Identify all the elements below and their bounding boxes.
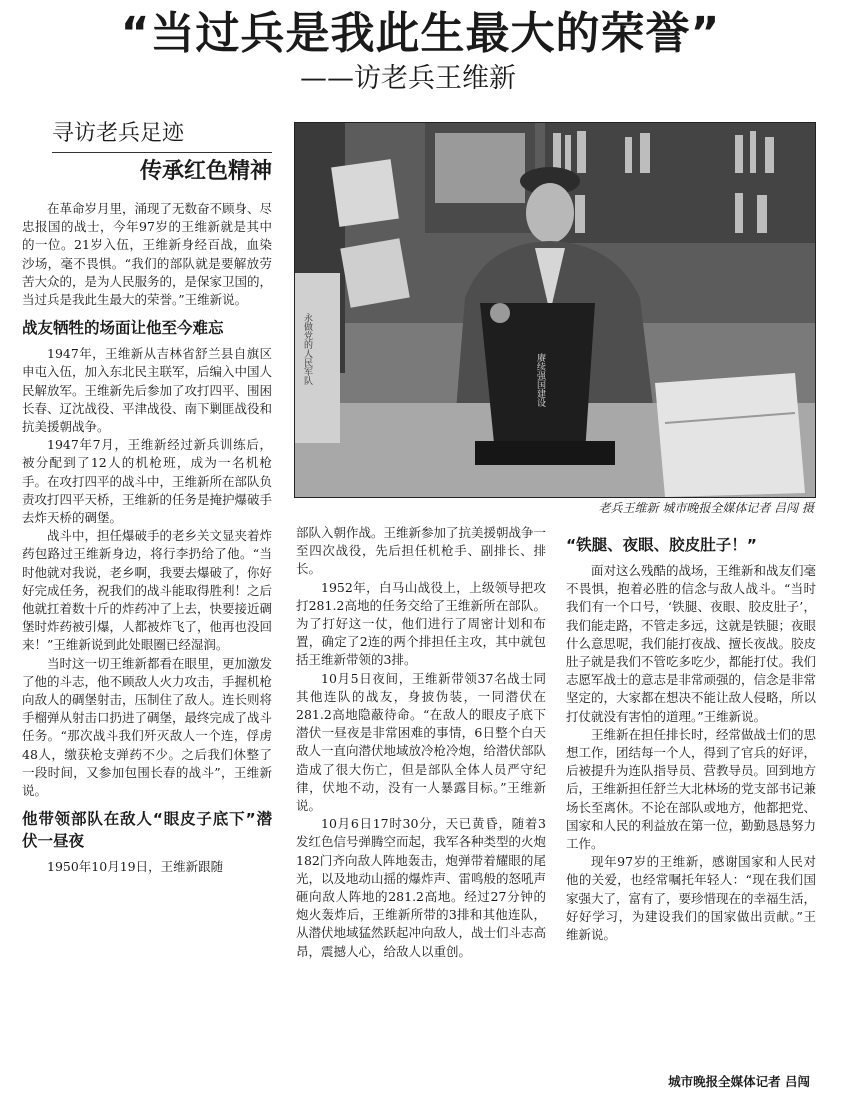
section-heading: 战友牺牲的场面让他至今难忘 (22, 319, 224, 338)
author-byline: 城市晚报全媒体记者 吕闯 (668, 1074, 810, 1089)
article-column-2 (296, 524, 546, 961)
paragraph: 王维新在担任排长时，经常做战士们的思想工作，团结每一个人，得到了官兵的好评，后被提升为连队指导员、营教导员。回到地方后，王维新担任舒兰大北林场的党支部书记兼场长至离休。不论在部队或地方，他都把党、国家和人民的利益放在第一位，勤勤恳恳努力工作。 (566, 726, 817, 852)
plaque-inscription: 永做党的人民军队 (302, 313, 312, 385)
paragraph: 1947年7月，王维新经过新兵训练后，被分配到了12人的机枪班，成为一名机枪手。在攻打四平的战斗中，王维新所在部队负责攻打四平天桥，王维新的任务是掩护爆破手去炸天桥的碉堡。 (22, 437, 273, 526)
section-heading: 他带领部队在敌人“眼皮子底下”潜伏一昼夜 (22, 810, 272, 851)
paragraph: 在革命岁月里，涌现了无数奋不顾身、尽忠报国的战士，今年97岁的王维新就是其中的一位。21岁入伍，王维新身经百战，血染沙场，毫不畏惧。“我们的部队就是要解放劳苦大众的，是为人民服务的，是保家卫国的，当过兵是我此生最大的荣誉。”王维新说。 (22, 201, 273, 308)
trophy-inscription: 赓续强国建设 (535, 353, 545, 407)
paragraph: 现年97岁的王维新，感谢国家和人民对他的关爱，也经常嘱托年轻人：“现在我们国家强大了，富有了，要珍惜现在的幸福生活，好好学习，为建设我们的国家做出贡献。”王维新说。 (566, 854, 817, 943)
paragraph: 1950年10月19日，王维新跟随 (47, 859, 224, 875)
photo-caption: 老兵王维新 城市晚报全媒体记者 吕闯 摄 (598, 501, 814, 515)
paragraph: 10月6日17时30分，天已黄昏，随着3发红色信号弹腾空而起，我军各种类型的火炮182门齐向敌人阵地轰击，炮弹带着耀眼的尾光，以及地动山摇的爆炸声、雷鸣般的怒吼声砸向敌人阵地的281.2高地。经过27分钟的炮火轰炸后，王维新所带的3排和其他连队，从潜伏地域猛然跃起冲向敌人，战士们斗志高昂，震撼人心，给敌人以重创。 (296, 816, 547, 959)
headline-title: “当过兵是我此生最大的荣誉” (120, 8, 721, 59)
section-kicker-sub: 传承红色精神 (139, 159, 272, 184)
section-kicker: 寻访老兵足迹 (52, 120, 272, 153)
paragraph: 面对这么残酷的战场，王维新和战友们毫不畏惧，抱着必胜的信念与敌人战斗。“当时我们有一个口号，‘铁腿、夜眼、胶皮肚子’，我们能走路，不管走多远，这就是铁腿；夜眼什么意思呢，我们能打夜战、擅长夜战。胶皮肚子就是我们不管吃多吃少，都能打仗。我们志愿军战士的意志是非常顽强的，信念是非常坚定的，大家都在想决不能让敌人侵略，所以打仗就没有害怕的道理。”王维新说。 (566, 563, 817, 724)
article-photo (294, 122, 816, 498)
section-heading: “铁腿、夜眼、胶皮肚子！” (566, 536, 757, 554)
article-column-1 (22, 200, 272, 877)
paragraph: 10月5日夜间，王维新带领37名战士同其他连队的战友，身披伪装，一同潜伏在281.2高地隐蔽待命。“在敌人的眼皮子底下潜伏一昼夜是非常困难的事情，6日整个白天敌人一直向潜伏地域放冷枪冷炮，给潜伏部队造成了很大伤亡，但是部队全体人员严守纪律，伏地不动，没有一人暴露目标。”王维新说。 (296, 670, 547, 814)
paragraph: 战斗中，担任爆破手的老乡关文显夹着炸药包路过王维新身边，将行李扔给了他。“当时他就对我说，老乡啊，我要去爆破了，你好好完成任务，祝我们的战斗能取得胜利！之后他就扛着数十斤的炸药冲了上去，快要接近碉堡时炸药被引爆，人都被炸飞了，他再也没回来！”王维新说到此处眼圈已经湿润。 (22, 528, 273, 653)
veteran-photo-illustration (295, 123, 815, 497)
paragraph: 1952年，白马山战役上，上级领导把攻打281.2高地的任务交给了王维新所在部队。为了打好这一仗，他们进行了周密计划和布置，确定了2连的两个排担任主攻，其中就包括王维新带领的3排。 (296, 579, 546, 668)
headline-subtitle: ——访老兵王维新 (300, 63, 516, 94)
article-column-3 (566, 530, 816, 944)
paragraph: 1947年，王维新从吉林省舒兰县自旗区申屯入伍，加入东北民主联军，后编入中国人民解放军。王维新先后参加了攻打四平、围困长春、辽沈战役、平津战役、南下剿匪战役和抗美援朝战争。 (22, 346, 273, 435)
paragraph: 部队入朝作战。王维新参加了抗美援朝战争一至四次战役，先后担任机枪手、副排长、排长。 (296, 525, 547, 577)
paragraph: 当时这一切王维新都看在眼里，更加激发了他的斗志，他不顾敌人火力攻击，手握机枪向敌人的碉堡射击，压制住了敌人。连长则将手榴弹从射击口扔进了碉堡，最终完成了战斗任务。“那次战斗我们歼灭敌人一个连，俘虏48人，缴获枪支弹药不少。之后我们休整了一段时间，又参加包围长春的战斗”，王维新说。 (22, 655, 273, 799)
